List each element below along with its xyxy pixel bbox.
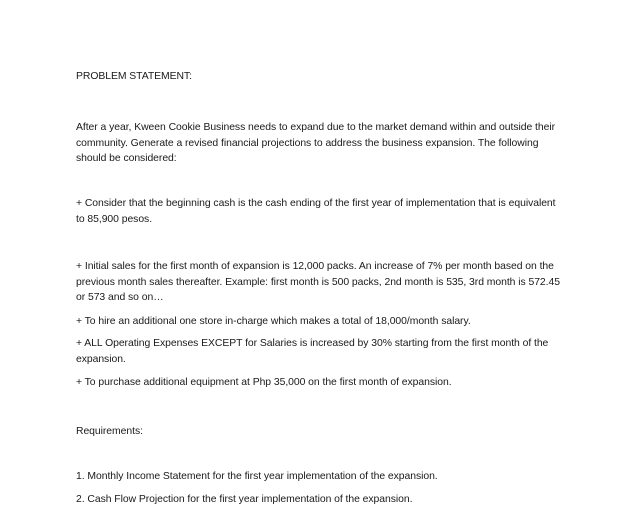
problem-statement-heading: PROBLEM STATEMENT: — [76, 71, 192, 82]
intro-paragraph: After a year, Kween Cookie Business needs to expand due to the market demand within and outside their community. Generate a revised financial projections to address the business expansion. The following should be considered: — [76, 122, 555, 164]
requirements-heading: Requirements: — [76, 426, 143, 437]
requirement-income-statement: 1. Monthly Income Statement for the first year implementation of the expansion. — [76, 471, 438, 482]
consideration-additional-equipment: + To purchase additional equipment at Php 35,000 on the first month of expansion. — [76, 377, 452, 388]
requirement-cash-flow-projection: 2. Cash Flow Projection for the first year implementation of the expansion. — [76, 494, 413, 505]
consideration-operating-expenses: + ALL Operating Expenses EXCEPT for Salaries is increased by 30% starting from the first month of the expansion. — [76, 338, 549, 365]
consideration-beginning-cash: + Consider that the beginning cash is the cash ending of the first year of implementation that is equivalent to 85,900 pesos. — [76, 198, 556, 225]
consideration-hire-store-in-charge: + To hire an additional one store in-charge which makes a total of 18,000/month salary. — [76, 316, 471, 327]
consideration-initial-sales: + Initial sales for the first month of expansion is 12,000 packs. An increase of 7% per month based on the previous month sales thereafter. Example: first month is 500 packs, 2nd month is 535, 3rd month is 572.45 or 573 and so on… — [76, 261, 560, 303]
